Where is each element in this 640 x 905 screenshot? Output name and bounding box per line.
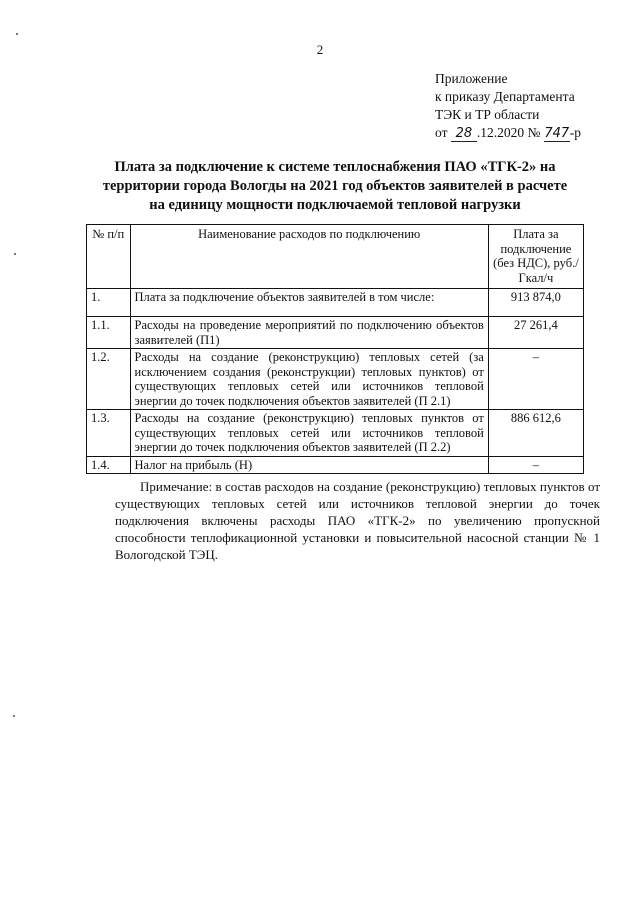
header-description: Наименование расходов по подключению — [130, 225, 488, 289]
row-value: 886 612,6 — [488, 410, 583, 457]
appendix-date-rest: .12.2020 № — [476, 125, 541, 140]
fees-table — [86, 224, 584, 474]
appendix-date-prefix: от — [435, 125, 448, 140]
appendix-line-3: ТЭК и ТР области — [435, 107, 540, 122]
row-number: 1.2. — [87, 349, 131, 410]
row-number: 1.1. — [87, 317, 131, 349]
appendix-line-1: Приложение — [435, 71, 508, 86]
row-description: Плата за подключение объектов заявителей в том числе: — [130, 289, 488, 317]
header-number: № п/п — [87, 225, 131, 289]
row-value: 27 261,4 — [488, 317, 583, 349]
table-row — [87, 317, 584, 349]
appendix-date-line — [435, 124, 581, 142]
handwritten-order-number: 747 — [544, 126, 570, 141]
appendix-block — [435, 70, 581, 142]
table-row — [87, 289, 584, 317]
page-number: 2 — [316, 42, 324, 57]
document-title: Плата за подключение к системе теплоснабжения ПАО «ТГК-2» на территории города Вологды на 2021 год объектов заявителей в расчете на единицу мощности подключаемой тепловой нагрузки — [102, 159, 568, 213]
row-description: Расходы на создание (реконструкцию) тепловых пунктов от существующих тепловых сетей или источников тепловой энергии до точек подключения объектов заявителей (П 2.2) — [130, 410, 488, 457]
row-value: – — [488, 349, 583, 410]
table-header-row — [87, 225, 584, 289]
row-description: Налог на прибыль (Н) — [130, 456, 488, 474]
row-description: Расходы на проведение мероприятий по подключению объектов заявителей (П1) — [130, 317, 488, 349]
row-number: 1. — [87, 289, 131, 317]
row-description: Расходы на создание (реконструкцию) тепловых сетей (за исключением создания (реконструкции) тепловых пунктов) от существующих тепловых сетей или источников тепловой энергии до точек подключения объектов заявителей (П 2.1) — [130, 349, 488, 410]
appendix-line-2: к приказу Департамента — [435, 89, 575, 104]
row-number: 1.3. — [87, 410, 131, 457]
scan-speck — [14, 253, 16, 255]
note-text: Примечание: в состав расходов на создание (реконструкцию) тепловых пунктов от существующих тепловых сетей или источников тепловой энергии до точек подключения включены расходы ПАО «ТГК-2» по увеличению пропускной способности теплофикационной установки и повысительной насосной станции № 1 Вологодской ТЭЦ. — [115, 479, 600, 562]
header-value: Плата за подключение (без НДС), руб./Гкал/ч — [488, 225, 583, 289]
scan-speck — [16, 33, 18, 35]
note-paragraph — [115, 478, 600, 563]
row-value: 913 874,0 — [488, 289, 583, 317]
table-row — [87, 349, 584, 410]
row-value: – — [488, 456, 583, 474]
table-row — [87, 410, 584, 457]
appendix-suffix: -р — [569, 125, 581, 140]
handwritten-day: 28 — [451, 127, 477, 142]
scan-speck — [13, 715, 15, 717]
table-row — [87, 456, 584, 474]
row-number: 1.4. — [87, 456, 131, 474]
